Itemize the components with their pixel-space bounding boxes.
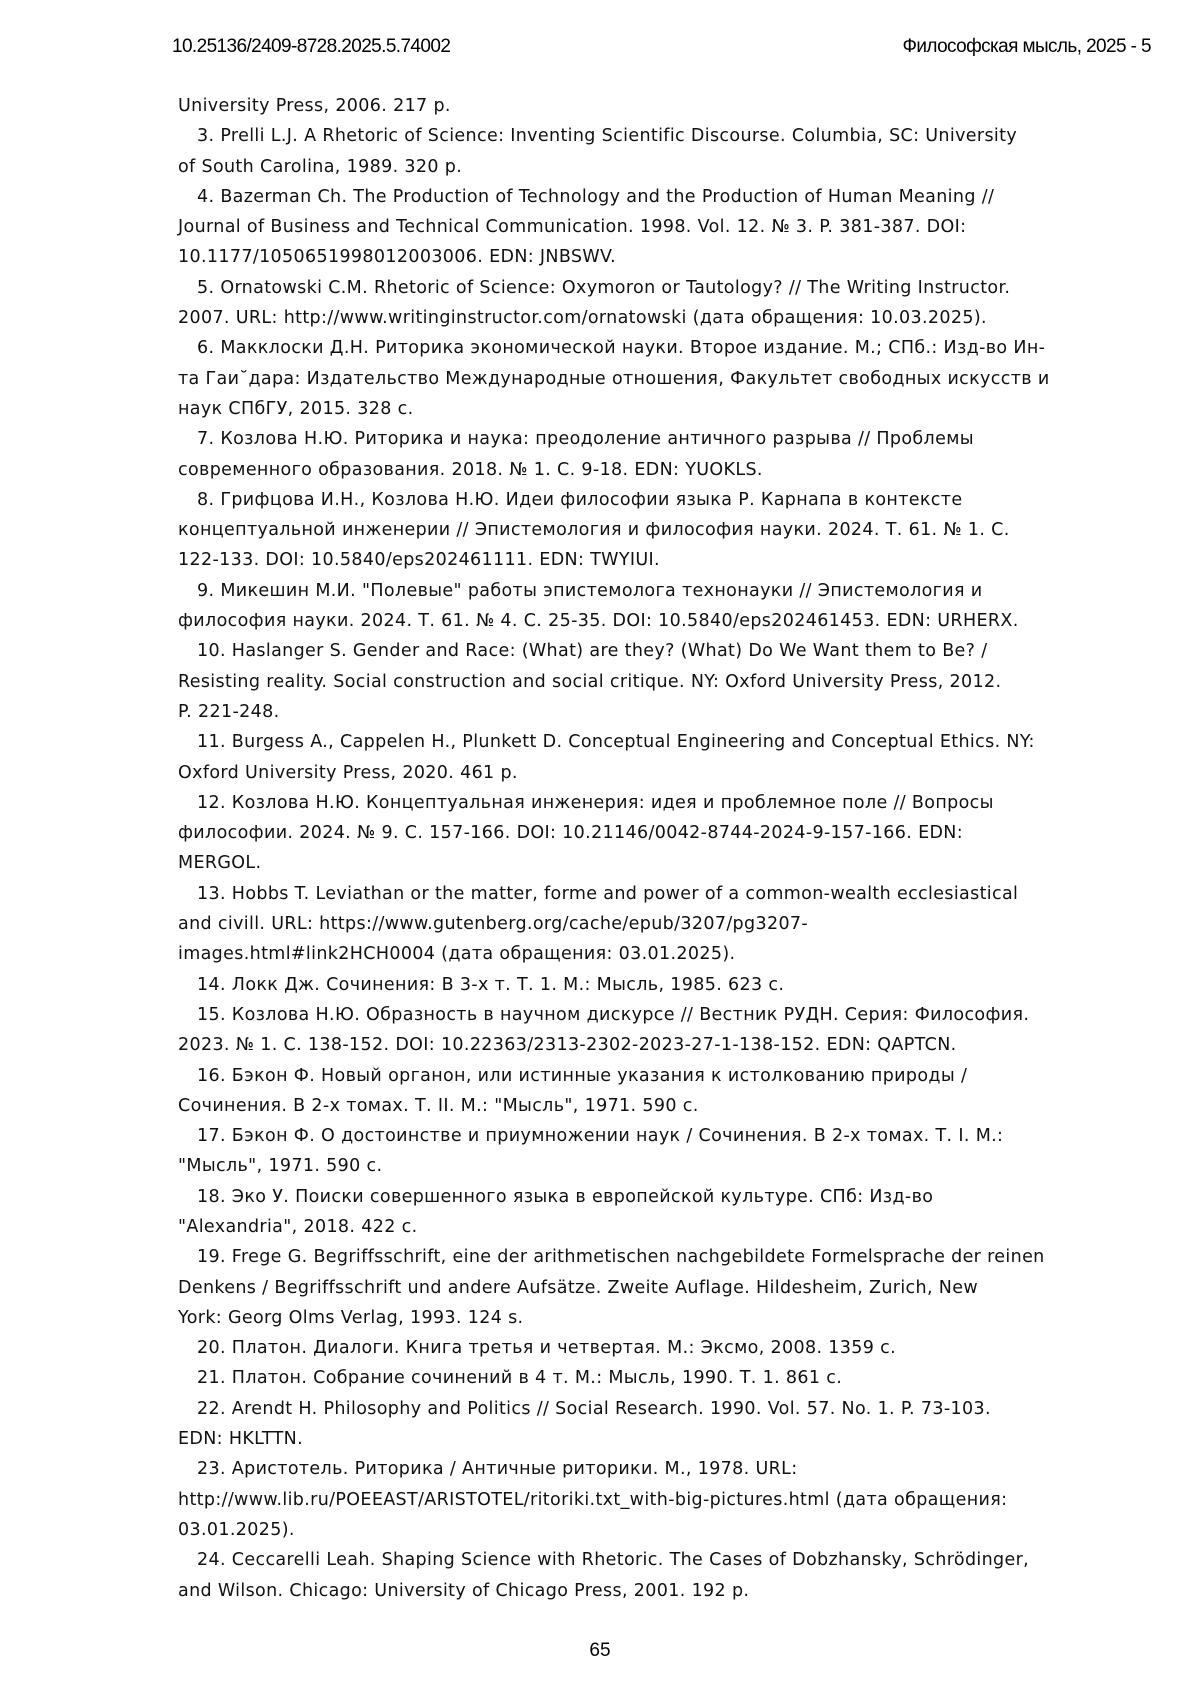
reference-number: 21. [193, 1368, 226, 1388]
reference-number: 8. [193, 490, 214, 510]
reference-number: 12. [193, 793, 226, 813]
reference-number: 13. [193, 884, 226, 904]
reference-line [178, 1212, 1141, 1242]
reference-text: Oxford University Press, 2020. 461 p. [178, 763, 518, 783]
reference-text: Haslanger S. Gender and Race: (What) are they? (What) Do We Want them to Be? / [226, 641, 988, 661]
reference-text: наук СПбГУ, 2015. 328 с. [178, 399, 414, 419]
reference-item [193, 727, 1141, 788]
reference-text: Ornatowski C.M. Rhetoric of Science: Oxymoron or Tautology? // The Writing Instructor. [214, 278, 1010, 298]
reference-text: современного образования. 2018. № 1. С. 9-18. EDN: YUOKLS. [178, 460, 763, 480]
reference-line [178, 515, 1141, 545]
reference-item [193, 333, 1141, 424]
reference-text: Локк Дж. Сочинения: В 3-х т. Т. 1. М.: Мысль, 1985. 623 с. [226, 975, 784, 995]
reference-line [178, 1030, 1141, 1060]
reference-item [193, 1363, 1141, 1393]
reference-text: Козлова Н.Ю. Концептуальная инженерия: идея и проблемное поле // Вопросы [226, 793, 994, 813]
reference-text: of South Carolina, 1989. 320 p. [178, 157, 462, 177]
reference-number: 16. [193, 1066, 226, 1086]
reference-item [193, 1454, 1141, 1545]
doi-label: 10.25136/2409-8728.2025.5.74002 [172, 36, 450, 58]
reference-line [193, 1242, 1141, 1272]
reference-line [193, 1363, 1141, 1393]
reference-text: Платон. Собрание сочинений в 4 т. М.: Мысль, 1990. Т. 1. 861 с. [226, 1368, 842, 1388]
reference-text: "Alexandria", 2018. 422 с. [178, 1217, 418, 1237]
reference-line [178, 848, 1141, 878]
reference-text: та Гаи˘дара: Издательство Международные отношения, Факультет свободных искусств и [178, 369, 1050, 389]
reference-line [178, 455, 1141, 485]
reference-line [178, 1485, 1141, 1515]
reference-line [193, 182, 1141, 212]
reference-line [178, 242, 1141, 272]
reference-text: 03.01.2025). [178, 1520, 295, 1540]
reference-item [193, 576, 1141, 637]
reference-line [178, 909, 1141, 939]
reference-line [178, 91, 1141, 121]
reference-list [193, 91, 1141, 1606]
reference-number: 5. [193, 278, 214, 298]
reference-line [193, 636, 1141, 666]
reference-text: философии. 2024. № 9. С. 157-166. DOI: 10.21146/0042-8744-2024-9-157-166. EDN: [178, 823, 963, 843]
reference-text: концептуальной инженерии // Эпистемология и философия науки. 2024. Т. 61. № 1. С. [178, 520, 1010, 540]
reference-line [193, 485, 1141, 515]
reference-line [193, 1000, 1141, 1030]
reference-number: 4. [193, 187, 214, 207]
reference-number: 24. [193, 1550, 226, 1570]
reference-line [178, 303, 1141, 333]
reference-line [178, 212, 1141, 242]
reference-text: Козлова Н.Ю. Риторика и наука: преодоление античного разрыва // Проблемы [214, 429, 974, 449]
reference-text: Грифцова И.Н., Козлова Н.Ю. Идеи философии языка Р. Карнапа в контексте [214, 490, 962, 510]
reference-line [193, 1333, 1141, 1363]
reference-line [178, 545, 1141, 575]
reference-text: York: Georg Olms Verlag, 1993. 124 s. [178, 1308, 523, 1328]
reference-text: Ceccarelli Leah. Shaping Science with Rhetoric. The Cases of Dobzhansky, Schrödinger, [226, 1550, 1029, 1570]
reference-item [193, 1182, 1141, 1243]
reference-text: 122-133. DOI: 10.5840/eps202461111. EDN: TWYIUI. [178, 550, 660, 570]
reference-number: 7. [193, 429, 214, 449]
reference-line [193, 121, 1141, 151]
reference-line [178, 606, 1141, 636]
reference-text: http://www.lib.ru/POEEAST/ARISTOTEL/ritoriki.txt_with-big-pictures.html (дата обращения: [178, 1490, 1007, 1510]
reference-number: 11. [193, 732, 226, 752]
reference-line [193, 333, 1141, 363]
reference-text: Frege G. Begriffsschrift, eine der arithmetischen nachgebildete Formelsprache der reinen [226, 1247, 1045, 1267]
reference-line [193, 788, 1141, 818]
reference-line [193, 1121, 1141, 1151]
reference-number: 14. [193, 975, 226, 995]
reference-number: 15. [193, 1005, 226, 1025]
reference-line [178, 1151, 1141, 1181]
reference-text: EDN: HKLTTN. [178, 1429, 303, 1449]
reference-text: Arendt H. Philosophy and Politics // Social Research. 1990. Vol. 57. No. 1. P. 73-103. [226, 1399, 991, 1419]
reference-line [178, 758, 1141, 788]
reference-number: 3. [193, 126, 214, 146]
reference-text: and Wilson. Chicago: University of Chicago Press, 2001. 192 p. [178, 1581, 749, 1601]
reference-item [193, 1333, 1141, 1363]
reference-item [193, 1242, 1141, 1333]
reference-item [193, 1121, 1141, 1182]
reference-item [193, 879, 1141, 970]
reference-text: Prelli L.J. A Rhetoric of Science: Inventing Scientific Discourse. Columbia, SC: University [214, 126, 1017, 146]
reference-item [193, 1000, 1141, 1061]
reference-item [193, 121, 1141, 182]
reference-line [193, 424, 1141, 454]
reference-text: Макклоски Д.Н. Риторика экономической науки. Второе издание. М.; СПб.: Изд-во Ин- [214, 338, 1045, 358]
reference-line [178, 364, 1141, 394]
reference-text: Микешин М.И. "Полевые" работы эпистемолога технонауки // Эпистемология и [214, 581, 982, 601]
reference-line [193, 1545, 1141, 1575]
reference-item [193, 91, 1141, 121]
reference-line [178, 1576, 1141, 1606]
reference-line [193, 1394, 1141, 1424]
journal-title: Философская мысль, 2025 - 5 [903, 36, 1151, 58]
reference-text: 2007. URL: http://www.writinginstructor.com/ornatowski (дата обращения: 10.03.2025). [178, 308, 987, 328]
reference-text: философия науки. 2024. Т. 61. № 4. С. 25-35. DOI: 10.5840/eps202461453. EDN: URHERX. [178, 611, 1019, 631]
reference-item [193, 1394, 1141, 1455]
reference-text: Hobbs T. Leviathan or the matter, forme and power of a common-wealth ecclesiastical [226, 884, 1018, 904]
reference-text: Платон. Диалоги. Книга третья и четвертая. М.: Эксмо, 2008. 1359 с. [226, 1338, 896, 1358]
reference-line [193, 1061, 1141, 1091]
reference-line [178, 1303, 1141, 1333]
reference-text: MERGOL. [178, 853, 261, 873]
reference-number: 19. [193, 1247, 226, 1267]
reference-text: and civill. URL: https://www.gutenberg.org/cache/epub/3207/pg3207- [178, 914, 808, 934]
reference-line [193, 273, 1141, 303]
reference-text: Resisting reality. Social construction and social critique. NY: Oxford University Press, 2012. [178, 672, 1001, 692]
reference-text: 2023. № 1. С. 138-152. DOI: 10.22363/2313-2302-2023-27-1-138-152. EDN: QAPTCN. [178, 1035, 957, 1055]
reference-text: Journal of Business and Technical Communication. 1998. Vol. 12. № 3. P. 381-387. DOI: [178, 217, 966, 237]
reference-number: 18. [193, 1187, 226, 1207]
reference-number: 20. [193, 1338, 226, 1358]
reference-line [193, 879, 1141, 909]
reference-text: P. 221-248. [178, 702, 279, 722]
reference-text: Бэкон Ф. О достоинстве и приумножении наук / Сочинения. В 2-х томах. Т. I. М.: [226, 1126, 1003, 1146]
document-page [0, 0, 1200, 1698]
reference-line [193, 727, 1141, 757]
reference-number: 10. [193, 641, 226, 661]
reference-text: images.html#link2HCH0004 (дата обращения: 03.01.2025). [178, 944, 735, 964]
reference-number: 9. [193, 581, 214, 601]
reference-text: Аристотель. Риторика / Античные риторики. М., 1978. URL: [226, 1459, 798, 1479]
reference-text: University Press, 2006. 217 p. [178, 96, 451, 116]
reference-text: Козлова Н.Ю. Образность в научном дискурсе // Вестник РУДН. Серия: Философия. [226, 1005, 1029, 1025]
page-number: 65 [0, 1640, 1200, 1662]
reference-item [193, 424, 1141, 485]
reference-text: Bazerman Ch. The Production of Technology and the Production of Human Meaning // [214, 187, 994, 207]
reference-line [193, 1454, 1141, 1484]
reference-item [193, 1061, 1141, 1122]
reference-text: Сочинения. В 2-х томах. Т. II. М.: "Мысль", 1971. 590 с. [178, 1096, 699, 1116]
reference-line [178, 939, 1141, 969]
reference-line [178, 394, 1141, 424]
reference-item [193, 182, 1141, 273]
reference-number: 17. [193, 1126, 226, 1146]
reference-line [178, 818, 1141, 848]
reference-line [178, 1273, 1141, 1303]
reference-line [193, 1182, 1141, 1212]
reference-item [193, 1545, 1141, 1606]
reference-line [178, 1515, 1141, 1545]
reference-line [178, 667, 1141, 697]
reference-text: Эко У. Поиски совершенного языка в европейской культуре. СПб: Изд-во [226, 1187, 933, 1207]
reference-item [193, 970, 1141, 1000]
reference-text: Burgess A., Cappelen H., Plunkett D. Conceptual Engineering and Conceptual Ethics. NY: [226, 732, 1035, 752]
reference-line [178, 1091, 1141, 1121]
reference-line [193, 970, 1141, 1000]
reference-text: 10.1177/1050651998012003006. EDN: JNBSWV. [178, 247, 616, 267]
reference-text: Denkens / Begriffsschrift und andere Aufsätze. Zweite Auflage. Hildesheim, Zurich, New [178, 1278, 978, 1298]
reference-line [178, 152, 1141, 182]
reference-text: Бэкон Ф. Новый органон, или истинные указания к истолкованию природы / [226, 1066, 967, 1086]
reference-number: 22. [193, 1399, 226, 1419]
reference-item [193, 788, 1141, 879]
reference-line [178, 697, 1141, 727]
reference-number: 6. [193, 338, 214, 358]
reference-line [193, 576, 1141, 606]
reference-number: 23. [193, 1459, 226, 1479]
reference-item [193, 636, 1141, 727]
reference-item [193, 273, 1141, 334]
reference-item [193, 485, 1141, 576]
page-header [172, 36, 1151, 62]
reference-line [178, 1424, 1141, 1454]
reference-text: "Мысль", 1971. 590 с. [178, 1156, 382, 1176]
